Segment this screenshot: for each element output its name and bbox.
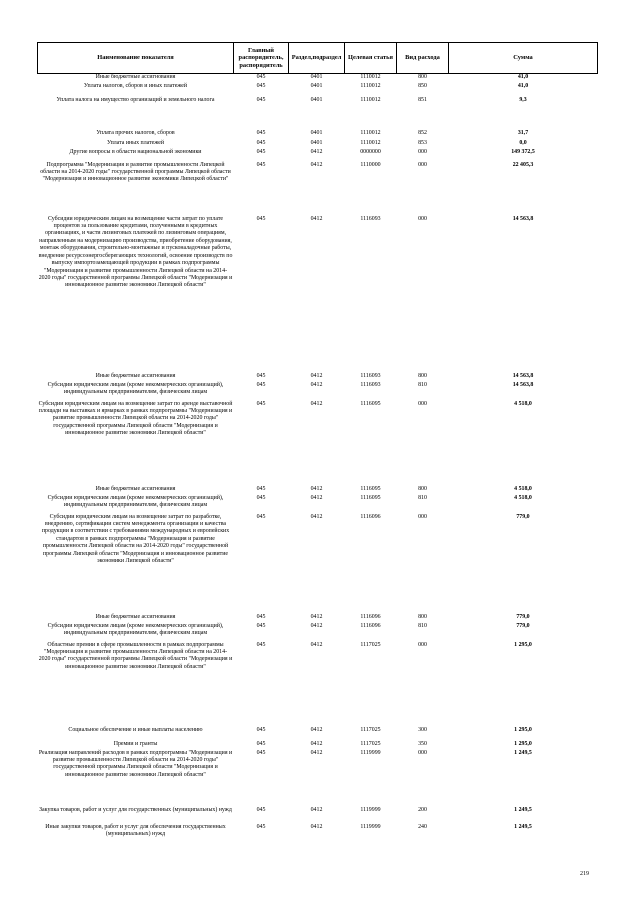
table-cell-section: 0412: [310, 823, 323, 830]
header-article: Целевая статья: [345, 43, 397, 74]
table-cell-amount: 14 563,8: [512, 372, 534, 379]
header-section: Раздел,подраздел: [289, 43, 345, 74]
table-cell-expense-type: 800: [418, 485, 427, 492]
table-cell-expense-type: 810: [418, 622, 427, 629]
table-cell-amount: 14 563,8: [512, 215, 534, 222]
table-cell-admin: 045: [256, 82, 266, 89]
table-row: [38, 750, 598, 807]
table-cell-amount: 1 295,0: [514, 726, 532, 733]
table-cell-admin: 045: [256, 494, 266, 501]
header-name: Наименование показателя: [38, 43, 234, 74]
table-row: [38, 807, 598, 824]
table-cell-section: 0412: [310, 485, 323, 492]
table-cell-amount: 41,0: [517, 74, 529, 80]
table-cell-expense-type: 000: [418, 749, 427, 756]
table-cell-amount: 4 518,0: [514, 494, 532, 501]
table-cell-name: Иные бюджетные ассигнования: [95, 485, 176, 492]
table-cell-name: Субсидии юридическим лицам на возмещение затрат по аренде выставочной площади на выставках и ярмарках в рамках подпрограммы "Модернизация и развитие промышленности Липецкой области на 2014-2020 годы" государственной программы Липецкой области "Модернизация и инновационное развитие экономики Липецкой области": [38, 400, 233, 437]
table-cell-section: 0412: [310, 726, 323, 733]
table-cell-section: 0401: [310, 96, 323, 103]
table-cell-expense-type: 000: [418, 400, 427, 407]
table-header-row: [38, 43, 598, 74]
table-cell-amount: 1 295,0: [514, 740, 532, 747]
table-cell-article: 1116095: [360, 494, 381, 501]
table-cell-name: Уплата налога на имущество организаций и земельного налога: [56, 96, 215, 103]
table-cell-expense-type: 000: [418, 161, 427, 168]
table-cell-amount: 31,7: [517, 129, 529, 136]
table-cell-name: Субсидии юридическим лицам на возмещение затрат по разработке, внедрению, сертификации систем менеджмента организации и качества продукции в соответствии с требованиями международных и европейских стандартов в рамках подпрограммы "Модернизация и развитие промышленности Липецкой области на 2014-2020 годы" государственной программы Липецкой области "Модернизация и инновационное развитие экономики Липецкой области": [41, 513, 230, 565]
table-cell-section: 0412: [310, 494, 323, 501]
table-row: [38, 727, 598, 741]
table-cell-name: Другие вопросы в области национальной экономики: [69, 148, 202, 155]
table-cell-admin: 045: [256, 400, 266, 407]
table-cell-amount: 14 563,8: [512, 381, 534, 388]
table-cell-admin: 045: [256, 622, 266, 629]
table-cell-article: 1116093: [360, 381, 381, 388]
table-cell-admin: 045: [256, 749, 266, 756]
table-cell-admin: 045: [256, 96, 266, 103]
table-cell-expense-type: 852: [418, 129, 427, 136]
table-cell-section: 0412: [310, 641, 323, 648]
table-cell-name: Субсидии юридическим лицам (кроме некоммерческих организаций), индивидуальным предпринимателям, физическим лицам: [47, 381, 224, 395]
table-row: [38, 514, 598, 614]
table-cell-name: Уплата иных платежей: [106, 139, 165, 146]
table-row: [38, 401, 598, 486]
table-cell-amount: 0,0: [519, 139, 527, 146]
table-cell-admin: 045: [256, 139, 266, 146]
table-cell-article: 1110012: [360, 139, 381, 146]
table-cell-name: Премии и гранты: [113, 740, 158, 747]
table-cell-amount: 4 518,0: [514, 485, 532, 492]
table-cell-expense-type: 850: [418, 82, 427, 89]
table-cell-article: 1110012: [360, 74, 381, 80]
table-cell-section: 0412: [310, 622, 323, 629]
table-cell-admin: 045: [256, 641, 266, 648]
table-cell-expense-type: 240: [418, 823, 427, 830]
table-row: [38, 741, 598, 750]
table-cell-article: 1116093: [360, 372, 381, 379]
table-cell-article: 1116095: [360, 400, 381, 407]
table-cell-admin: 045: [256, 148, 266, 155]
table-cell-admin: 045: [256, 613, 266, 620]
table-cell-article: 1110012: [360, 96, 381, 103]
table-cell-article: 1119999: [360, 806, 381, 813]
table-cell-expense-type: 853: [418, 139, 427, 146]
table-cell-admin: 045: [256, 215, 266, 222]
header-amount: Сумма: [449, 43, 598, 74]
table-row: [38, 495, 598, 514]
table-cell-article: 1117025: [360, 641, 381, 648]
table-cell-amount: 22 405,3: [512, 161, 534, 168]
table-cell-expense-type: 000: [418, 513, 427, 520]
table-cell-amount: 1 249,5: [514, 823, 532, 830]
table-cell-expense-type: 200: [418, 806, 427, 813]
table-row: [38, 614, 598, 623]
table-cell-admin: 045: [256, 485, 266, 492]
table-row: [38, 130, 598, 140]
table-cell-section: 0412: [310, 749, 323, 756]
table-row: [38, 642, 598, 727]
table-row: [38, 216, 598, 373]
table-cell-article: 1119999: [360, 823, 381, 830]
table-cell-article: 1116096: [360, 513, 381, 520]
table-cell-amount: 779,0: [516, 622, 530, 629]
table-cell-admin: 045: [256, 726, 266, 733]
table-cell-expense-type: 800: [418, 74, 427, 80]
table-cell-article: 1110012: [360, 82, 381, 89]
table-cell-article: 0000000: [360, 148, 381, 155]
table-cell-admin: 045: [256, 740, 266, 747]
table-cell-amount: 1 249,5: [514, 749, 532, 756]
table-cell-name: Иные бюджетные ассигнования: [95, 613, 176, 620]
table-cell-article: 1117025: [360, 740, 381, 747]
table-cell-amount: 779,0: [516, 513, 530, 520]
table-cell-admin: 045: [256, 372, 266, 379]
table-row: [38, 382, 598, 401]
budget-table: [37, 42, 598, 850]
table-cell-name: Уплата налогов, сборов и иных платежей: [83, 82, 188, 89]
table-cell-name: Иные бюджетные ассигнования: [95, 372, 176, 379]
table-cell-expense-type: 300: [418, 726, 427, 733]
table-cell-section: 0412: [310, 148, 323, 155]
table-cell-expense-type: 350: [418, 740, 427, 747]
table-cell-amount: 9,3: [519, 96, 527, 103]
table-cell-section: 0412: [310, 161, 323, 168]
table-cell-amount: 149 372,5: [511, 148, 535, 155]
table-row: [38, 74, 598, 83]
table-cell-name: Закупка товаров, работ и услуг для государственных (муниципальных) нужд: [39, 806, 232, 813]
table-cell-admin: 045: [256, 161, 266, 168]
table-body: [38, 74, 598, 850]
table-cell-admin: 045: [256, 806, 266, 813]
table-row: [38, 486, 598, 495]
table-cell-section: 0412: [310, 215, 323, 222]
table-cell-name: Уплата прочих налогов, сборов: [96, 129, 175, 136]
table-cell-article: 1116096: [360, 622, 381, 629]
table-cell-admin: 045: [256, 129, 266, 136]
table-cell-admin: 045: [256, 74, 266, 80]
table-cell-expense-type: 000: [418, 148, 427, 155]
table-cell-article: 1110000: [360, 161, 381, 168]
table-cell-expense-type: 800: [418, 613, 427, 620]
table-cell-expense-type: 800: [418, 372, 427, 379]
table-cell-name: Субсидии юридическим лицам на возмещение части затрат по уплате процентов за пользование кредитами, полученными в кредитных организациях, и части лизинговых платежей по лизинговым операциям, направленным на модернизацию производства, приобретение оборудования, монтаж оборудования, строительно-монтажные и пусконаладочные работы, внедрение ресурсоэнергосберегающих технологий, освоение производств по выпуску импортозамещающей продукции в рамках подпрограммы "Модернизация и развитие промышленности Липецкой области на 2014-2020 годы" государственной программы Липецкой области "Модернизация и инновационное развитие экономики Липецкой области": [38, 215, 233, 289]
table-row: [38, 162, 598, 216]
table-cell-article: 1116095: [360, 485, 381, 492]
table-cell-section: 0412: [310, 513, 323, 520]
table-cell-section: 0412: [310, 613, 323, 620]
table-cell-name: Реализация направлений расходов в рамках подпрограммы "Модернизация и развитие промышленности Липецкой области на 2014-2020 годы" государственной программы Липецкой области "Модернизация и инновационное развитие экономики Липецкой области": [38, 749, 233, 778]
table-cell-section: 0401: [310, 74, 323, 80]
table-cell-section: 0412: [310, 381, 323, 388]
table-cell-admin: 045: [256, 381, 266, 388]
table-row: [38, 824, 598, 850]
table-cell-article: 1116096: [360, 613, 381, 620]
table-cell-name: Подпрограмма "Модернизация и развитие промышленности Липецкой области на 2014-2020 годы" государственной программы Липецкой области "Модернизация и инновационное развитие экономики Липецкой области": [40, 161, 231, 183]
table-cell-amount: 779,0: [516, 613, 530, 620]
table-row: [38, 623, 598, 642]
table-cell-expense-type: 810: [418, 381, 427, 388]
table-cell-section: 0412: [310, 400, 323, 407]
table-cell-article: 1116093: [360, 215, 381, 222]
table-cell-section: 0401: [310, 139, 323, 146]
table-cell-section: 0401: [310, 82, 323, 89]
table-cell-expense-type: 851: [418, 96, 427, 103]
table-cell-article: 1119999: [360, 749, 381, 756]
page-number: 219: [580, 871, 589, 877]
table-cell-amount: 1 295,0: [514, 641, 532, 648]
table-cell-amount: 1 249,5: [514, 806, 532, 813]
table-cell-expense-type: 810: [418, 494, 427, 501]
table-row: [38, 83, 598, 97]
table-cell-section: 0412: [310, 372, 323, 379]
table-cell-name: Социальное обеспечение и иные выплаты населению: [68, 726, 203, 733]
table-cell-amount: 41,0: [517, 82, 529, 89]
table-row: [38, 373, 598, 382]
table-cell-amount: 4 518,0: [514, 400, 532, 407]
header-admin: Главный распорядитель, распорядитель: [234, 43, 289, 74]
table-cell-name: Иные закупки товаров, работ и услуг для обеспечения государственных (муниципальных) нужд: [45, 823, 226, 837]
table-cell-admin: 045: [256, 823, 266, 830]
table-cell-section: 0401: [310, 129, 323, 136]
table-cell-expense-type: 000: [418, 215, 427, 222]
table-cell-expense-type: 000: [418, 641, 427, 648]
table-cell-section: 0412: [310, 806, 323, 813]
table-cell-section: 0412: [310, 740, 323, 747]
table-row: [38, 140, 598, 149]
table-cell-name: Субсидии юридическим лицам (кроме некоммерческих организаций), индивидуальным предпринимателям, физическим лицам: [47, 622, 224, 636]
table-cell-admin: 045: [256, 513, 266, 520]
table-row: [38, 149, 598, 162]
table-cell-name: Иные бюджетные ассигнования: [95, 74, 176, 80]
table-cell-article: 1117025: [360, 726, 381, 733]
header-expense-type: Вид расхода: [397, 43, 449, 74]
table-cell-name: Областные премии в сфере промышленности в рамках подпрограммы "Модернизация и развитие промышленности Липецкой области на 2014-2020 годы" государственной программы Липецкой области "Модернизация и инновационное развитие экономики Липецкой области": [38, 641, 233, 670]
table-cell-article: 1110012: [360, 129, 381, 136]
table-cell-name: Субсидии юридическим лицам (кроме некоммерческих организаций), индивидуальным предпринимателям, физическим лицам: [47, 494, 224, 508]
table-row: [38, 97, 598, 130]
